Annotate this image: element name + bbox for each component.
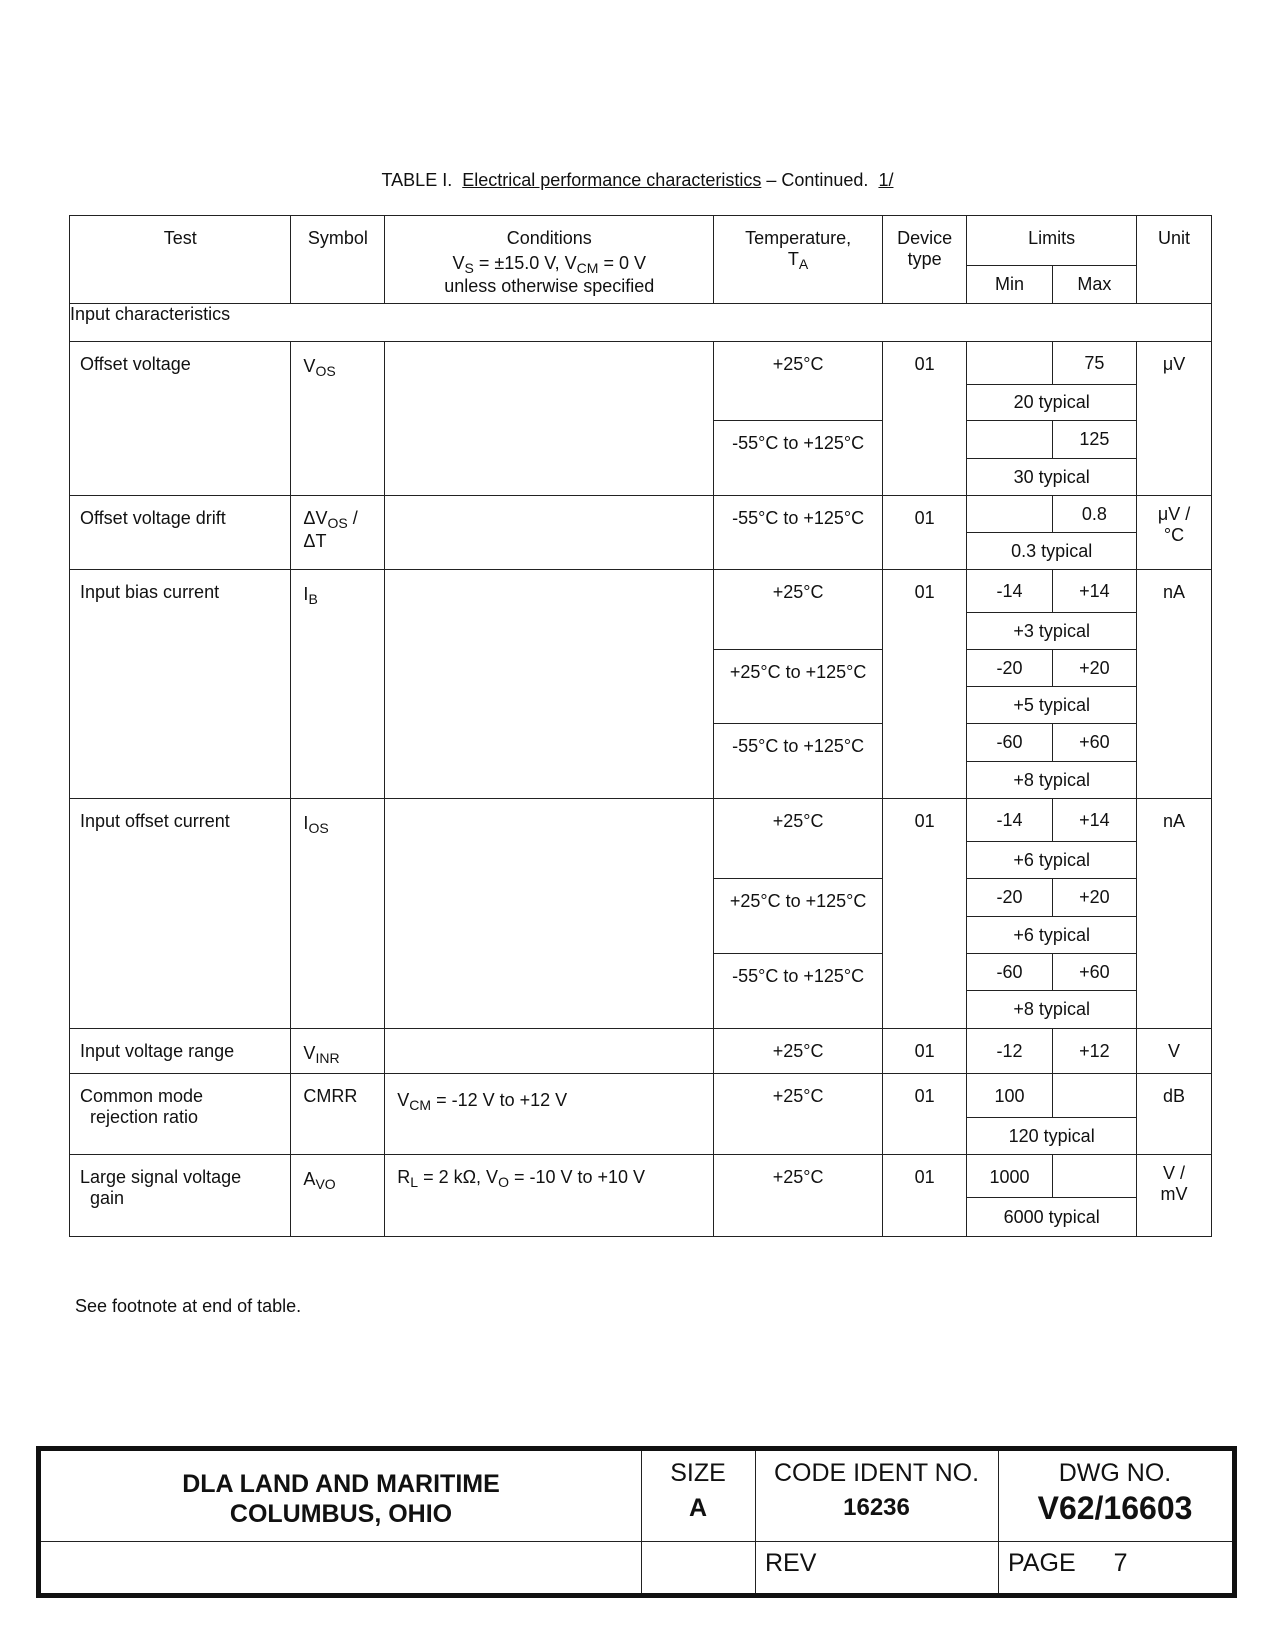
max-value: +14 [1052,799,1136,842]
unit: μV / °C [1137,496,1212,570]
temperature: +25°C [714,1074,883,1155]
min-value [967,421,1052,459]
conditions [385,1029,714,1074]
table-row [70,342,1212,385]
footnote-reference: See footnote at end of table. [75,1296,302,1316]
max-value: +12 [1052,1029,1136,1074]
unit: dB [1137,1074,1212,1155]
typical-value: 6000 typical [967,1198,1137,1237]
typical-value: 20 typical [967,385,1137,421]
temperature: +25°C [714,342,883,421]
max-value: +20 [1052,650,1136,687]
rev-label: REV [765,1549,817,1577]
typical-value: 0.3 typical [967,533,1137,570]
symbol: $V_{OS}$ [291,342,385,496]
min-value [967,496,1052,533]
temperature: -55°C to +125°C [714,724,883,799]
min-value: -60 [967,724,1052,762]
typical-value: 120 typical [967,1118,1137,1155]
organization: DLA LAND AND MARITIME COLUMBUS, OHIO [182,1470,500,1528]
temperature: +25°C [714,1029,883,1074]
symbol: $A_{VO}$ [291,1155,385,1237]
test-name: Input voltage range [70,1029,291,1074]
temperature: -55°C to +125°C [714,496,883,570]
min-value: -12 [967,1029,1052,1074]
caption-footref: 1/ [878,170,894,190]
temperature: +25°C [714,1155,883,1237]
device-type: 01 [882,1074,966,1155]
typical-value: +6 typical [967,842,1137,879]
table-row [70,570,1212,613]
device-type: 01 [882,342,966,496]
test-name: Input offset current [70,799,291,1029]
conditions [385,342,714,496]
max-value: +60 [1052,954,1136,991]
table-caption [0,170,1275,191]
unit: nA [1137,570,1212,799]
conditions [385,799,714,1029]
header-conditions: Conditions $V_S = \pm 15.0$ V, $V_{CM} = 0$ V unless otherwise specified [385,216,714,304]
typical-value: +3 typical [967,613,1137,650]
typical-value: +8 typical [967,762,1137,799]
max-value: 0.8 [1052,496,1136,533]
caption-prefix: TABLE I. [381,170,453,190]
max-value: 125 [1052,421,1136,459]
conditions [385,570,714,799]
drawing-number-cell: DWG NO. V62/16603 [1037,1459,1193,1526]
header-temperature: Temperature, $T_A$ [714,216,883,304]
typical-value: 30 typical [967,459,1137,496]
page-cell: PAGE 7 [1008,1549,1128,1577]
table-row [70,1155,1212,1198]
typical-value: +8 typical [967,991,1137,1029]
header-symbol: Symbol [291,216,385,304]
unit: V [1137,1029,1212,1074]
max-value: +60 [1052,724,1136,762]
symbol: $I_B$ [291,570,385,799]
test-name: Offset voltage drift [70,496,291,570]
header-device-type: Device type [882,216,966,304]
device-type: 01 [882,570,966,799]
typical-value: +5 typical [967,687,1137,724]
conditions [385,496,714,570]
table-row [70,496,1212,533]
code-ident-cell: CODE IDENT NO. 16236 [773,1459,980,1521]
symbol: $I_{OS}$ [291,799,385,1029]
symbol: $\Delta V_{OS}$ / ΔT [291,496,385,570]
max-value: 75 [1052,342,1136,385]
max-value: +20 [1052,879,1136,917]
max-value: +14 [1052,570,1136,613]
min-value [967,342,1052,385]
temperature: -55°C to +125°C [714,954,883,1029]
header-max: Max [1052,266,1136,304]
unit: nA [1137,799,1212,1029]
min-value: -14 [967,570,1052,613]
temperature: -55°C to +125°C [714,421,883,496]
header-test: Test [70,216,291,304]
symbol: $V_{INR}$ [291,1029,385,1074]
min-value: -20 [967,879,1052,917]
header-min: Min [967,266,1052,304]
section-input-characteristics: Input characteristics [70,304,1212,342]
temperature: +25°C [714,799,883,879]
electrical-characteristics-table [69,215,1212,1237]
unit: μV [1137,342,1212,496]
min-value: -60 [967,954,1052,991]
device-type: 01 [882,1155,966,1237]
caption-suffix: – Continued. [766,170,869,190]
min-value: 100 [967,1074,1052,1118]
test-name: Common mode rejection ratio [70,1074,291,1155]
min-value: 1000 [967,1155,1052,1198]
table-row [70,799,1212,842]
min-value: -14 [967,799,1052,842]
header-limits: Limits [967,216,1137,266]
symbol: CMRR [291,1074,385,1155]
table-row [70,1074,1212,1118]
header-unit: Unit [1137,216,1212,304]
temperature: +25°C [714,570,883,650]
test-name: Large signal voltage gain [70,1155,291,1237]
conditions: $R_L = 2$ kΩ, $V_O = -10$ V to +10 V [385,1155,714,1237]
min-value: -20 [967,650,1052,687]
device-type: 01 [882,1029,966,1074]
test-name: Offset voltage [70,342,291,496]
temperature: +25°C to +125°C [714,879,883,954]
temperature: +25°C to +125°C [714,650,883,724]
test-name: Input bias current [70,570,291,799]
max-value [1052,1155,1136,1198]
unit: V / mV [1137,1155,1212,1237]
size-cell: SIZE A [670,1459,726,1522]
caption-title: Electrical performance characteristics [462,170,762,190]
title-block [36,1446,1237,1598]
table-row [70,1029,1212,1074]
typical-value: +6 typical [967,917,1137,954]
device-type: 01 [882,496,966,570]
device-type: 01 [882,799,966,1029]
conditions: $V_{CM} = -12$ V to +12 V [385,1074,714,1155]
max-value [1052,1074,1136,1118]
